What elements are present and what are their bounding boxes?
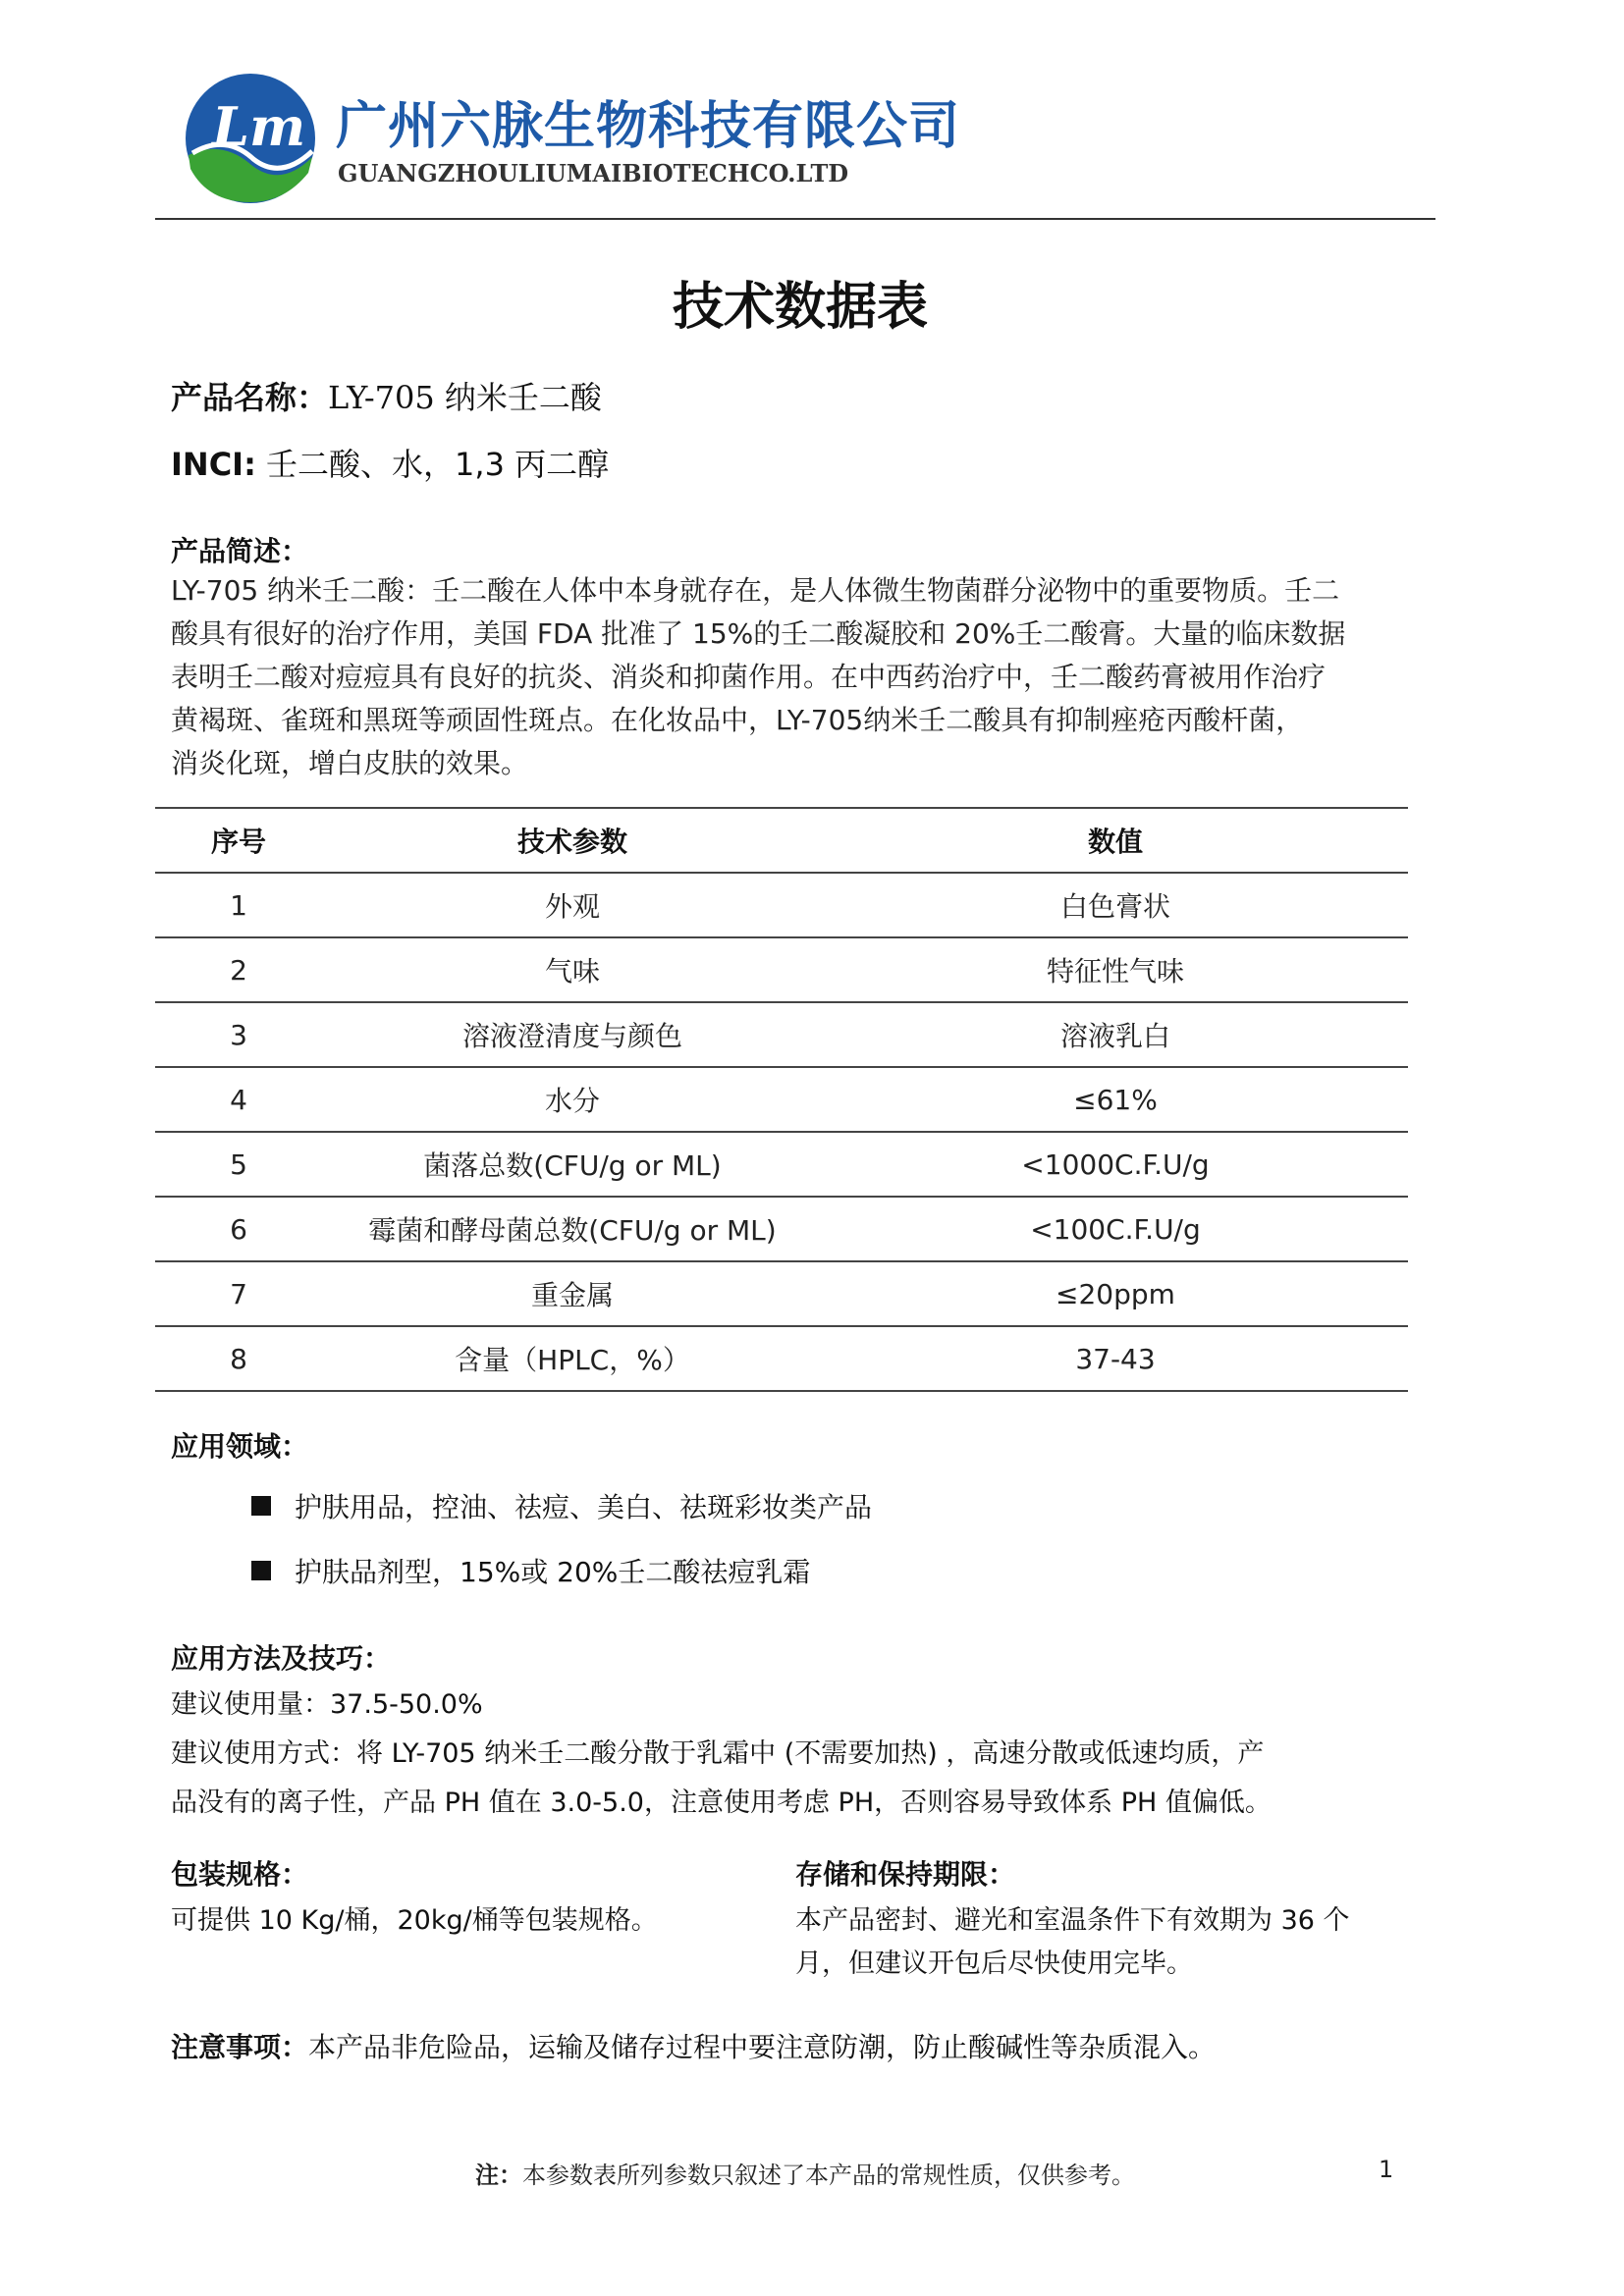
table-row (155, 1326, 1408, 1391)
bullet-square-icon (251, 1561, 271, 1580)
table-row (155, 1261, 1408, 1326)
cell-index: 2 (155, 937, 322, 1002)
application-item: 护肤用品，控油、祛痘、美白、祛斑彩妆类产品 (295, 1491, 873, 1523)
cell-parameter: 含量（HPLC，%） (322, 1326, 823, 1391)
cell-parameter: 外观 (322, 873, 823, 937)
table-header-row (155, 808, 1408, 873)
cell-value: ≤20ppm (823, 1261, 1408, 1326)
table-row (155, 937, 1408, 1002)
footer-note-text: 本参数表所列参数只叙述了本产品的常规性质，仅供参考。 (522, 2162, 1135, 2189)
table-row (155, 1067, 1408, 1132)
cell-parameter: 霉菌和酵母菌总数(CFU/g or ML) (322, 1197, 823, 1261)
cell-index: 8 (155, 1326, 322, 1391)
logo-lettering: Lm (212, 95, 306, 158)
cell-parameter: 菌落总数(CFU/g or ML) (322, 1132, 823, 1197)
spec-table (155, 807, 1408, 1392)
cell-index: 4 (155, 1067, 322, 1132)
notice-text: 本产品非危险品，运输及储存过程中要注意防潮，防止酸碱性等杂质混入。 (308, 2031, 1217, 2063)
cell-value: 特征性气味 (823, 937, 1408, 1002)
cell-index: 6 (155, 1197, 322, 1261)
application-heading: 应用领域： (171, 1430, 309, 1463)
usage-method-line: 品没有的离子性，产品 PH 值在 3.0-5.0，注意使用考虑 PH，否则容易导致体系 PH 值偏低。 (171, 1788, 1272, 1818)
cell-value: <1000C.F.U/g (823, 1132, 1408, 1197)
storage-line: 本产品密封、避光和室温条件下有效期为 36 个 (795, 1905, 1350, 1936)
usage-dosage: 建议使用量：37.5-50.0% (171, 1689, 483, 1720)
column-header-parameter: 技术参数 (322, 808, 823, 873)
company-logo (183, 71, 318, 206)
table-row (155, 1132, 1408, 1197)
inci-label: INCI (171, 446, 244, 483)
product-name-label: 产品名称： (171, 379, 329, 416)
company-name-cn: 广州六脉生物科技有限公司 (336, 96, 961, 156)
overview-line: LY-705 纳米壬二酸：壬二酸在人体中本身就存在，是人体微生物菌群分泌物中的重要物质。壬二 (171, 574, 1340, 607)
inci-line (171, 440, 609, 485)
usage-method-line: 建议使用方式：将 LY-705 纳米壬二酸分散于乳霜中 (不需要加热) ，高速分散或低速均质，产 (171, 1738, 1265, 1769)
notice-label: 注意事项： (171, 2031, 309, 2063)
company-name-en: GUANGZHOULIUMAIBIOTECHCO.LTD (338, 159, 849, 187)
overview-heading: 产品简述： (171, 535, 309, 567)
table-row (155, 1197, 1408, 1261)
cell-parameter: 溶液澄清度与颜色 (322, 1002, 823, 1067)
overview-line: 黄褐斑、雀斑和黑斑等顽固性斑点。在化妆品中，LY-705纳米壬二酸具有抑制痤疮丙酸杆菌， (171, 704, 1304, 736)
bullet-square-icon (251, 1496, 271, 1516)
footer-note (0, 2156, 1610, 2190)
overview-line: 消炎化斑，增白皮肤的效果。 (171, 747, 529, 779)
product-name-value: LY-705 纳米壬二酸 (328, 379, 602, 416)
cell-value: 白色膏状 (823, 873, 1408, 937)
overview-line: 表明壬二酸对痘痘具有良好的抗炎、消炎和抑菌作用。在中西药治疗中，壬二酸药膏被用作治疗 (171, 661, 1326, 693)
cell-index: 1 (155, 873, 322, 937)
column-header-value: 数值 (823, 808, 1408, 873)
cell-parameter: 气味 (322, 937, 823, 1002)
column-header-index: 序号 (155, 808, 322, 873)
storage-line: 月，但建议开包后尽快使用完毕。 (795, 1949, 1193, 1979)
application-item: 护肤品剂型，15%或 20%壬二酸祛痘乳霜 (295, 1556, 811, 1588)
cell-value: <100C.F.U/g (823, 1197, 1408, 1261)
cell-index: 5 (155, 1132, 322, 1197)
notice-line (171, 2026, 1216, 2065)
inci-colon: : (244, 446, 256, 483)
table-row (155, 1002, 1408, 1067)
product-name-line (171, 373, 602, 418)
cell-parameter: 重金属 (322, 1261, 823, 1326)
usage-heading: 应用方法及技巧： (171, 1642, 392, 1675)
cell-parameter: 水分 (322, 1067, 823, 1132)
page-number: 1 (1379, 2156, 1394, 2183)
packaging-heading: 包装规格： (171, 1858, 309, 1891)
cell-value: 37-43 (823, 1326, 1408, 1391)
footer-note-label: 注： (475, 2161, 522, 2189)
cell-index: 7 (155, 1261, 322, 1326)
inci-value: 壬二酸、水，1,3 丙二醇 (266, 446, 610, 483)
packaging-text: 可提供 10 Kg/桶，20kg/桶等包装规格。 (171, 1905, 658, 1936)
cell-value: ≤61% (823, 1067, 1408, 1132)
overview-text (171, 569, 1447, 785)
cell-value: 溶液乳白 (823, 1002, 1408, 1067)
document-title: 技术数据表 (672, 278, 928, 337)
table-row (155, 873, 1408, 937)
cell-index: 3 (155, 1002, 322, 1067)
storage-heading: 存储和保持期限： (795, 1858, 1016, 1891)
header-divider (155, 218, 1435, 220)
overview-line: 酸具有很好的治疗作用，美国 FDA 批准了 15%的壬二酸凝胶和 20%壬二酸膏。大量的临床数据 (171, 617, 1346, 650)
